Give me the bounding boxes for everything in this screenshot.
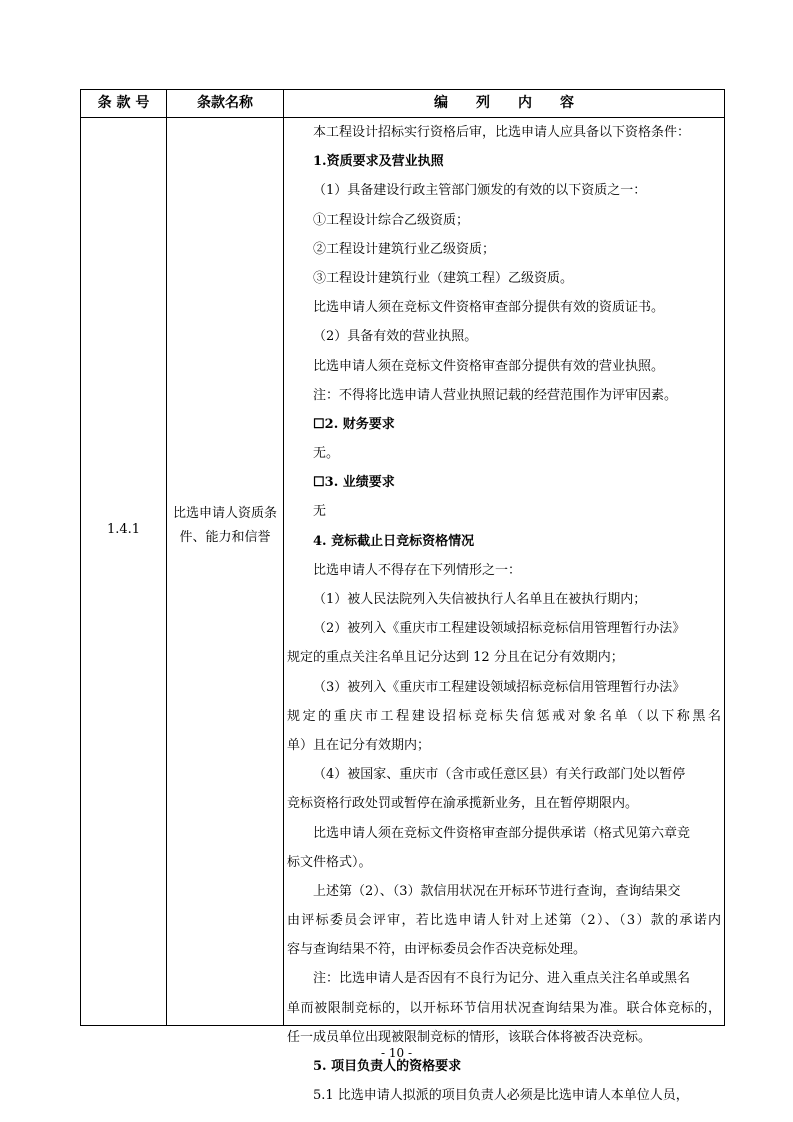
content-line: 无 <box>313 504 327 520</box>
content-line: ③工程设计建筑行业（建筑工程）乙级资质。 <box>313 270 574 286</box>
content-line: 本工程设计招标实行资格后审，比选申请人应具备以下资格条件： <box>313 125 691 140</box>
content-line: 规定的重庆市工程建设招标竞标失信惩戒对象名单（以下称黑名 <box>287 708 721 724</box>
header-clause-number: 条 款 号 <box>97 95 150 111</box>
content-line: （3）被列入《重庆市工程建设领域招标竞标信用管理暂行办法》 <box>313 679 686 695</box>
clause-name: 比选申请人资质条件、能力和信誉 <box>172 506 277 545</box>
content-line: 5. 项目负责人的资格要求 <box>313 1059 462 1074</box>
content-line: （2）具备有效的营业执照。 <box>313 329 478 345</box>
column-divider <box>283 90 284 1025</box>
content-line: 无。 <box>313 446 340 462</box>
content-line: 比选申请人须在竞标文件资格审查部分提供有效的营业执照。 <box>313 358 665 374</box>
content-line: 上述第（2）、（3）款信用状况在开标环节进行查询，查询结果交 <box>313 883 681 899</box>
clause-number: 1.4.1 <box>106 522 141 537</box>
content-line: ☐2. 财务要求 <box>313 416 395 432</box>
page-number: - 10 - <box>380 1046 412 1060</box>
content-line: 竞标资格行政处罚或暂停在渝承揽新业务，且在暂停期限内。 <box>287 796 639 812</box>
content-line: 标文件格式）。 <box>287 854 372 870</box>
clause-content <box>287 118 721 1110</box>
content-line: 单而被限制竞标的，以开标环节信用状况查询结果为准。联合体竞标的， <box>287 1000 721 1016</box>
content-line: （1）被人民法院列入失信被执行人名单且在被执行期内； <box>313 592 647 607</box>
content-line: （1）具备建设行政主管部门颁发的有效的以下资质之一： <box>313 183 647 199</box>
column-divider <box>166 90 167 1025</box>
content-line: 4. 竞标截止日竞标资格情况 <box>313 533 475 549</box>
content-line: 任一成员单位出现被限制竞标的情形，该联合体将被否决竞标。 <box>287 1029 652 1045</box>
content-line: 比选申请人不得存在下列情形之一： <box>313 562 522 578</box>
content-line: ☐3. 业绩要求 <box>313 475 395 491</box>
header-content: 编 列 内 容 <box>434 95 574 111</box>
content-line: 5.1 比选申请人拟派的项目负责人必须是比选申请人本单位人员， <box>313 1088 689 1104</box>
header-clause-name: 条款名称 <box>197 95 253 111</box>
content-line: 注：不得将比选申请人营业执照记载的经营范围作为评审因素。 <box>313 387 678 403</box>
content-line: 由评标委员会评审，若比选申请人针对上述第（2）、（3）款的承诺内 <box>287 913 721 929</box>
content-line: 容与查询结果不符，由评标委员会作否决竞标处理。 <box>287 942 587 958</box>
content-line: 单）且在记分有效期内； <box>287 737 431 753</box>
content-line: 比选申请人须在竞标文件资格审查部分提供承诺（格式见第六章竞 <box>313 825 691 841</box>
content-line: 规定的重点关注名单且记分达到 12 分且在记分有效期内； <box>287 650 624 666</box>
content-line: ②工程设计建筑行业乙级资质； <box>313 241 496 257</box>
content-line: （4）被国家、重庆市（含市或任意区县）有关行政部门处以暂停 <box>313 767 686 783</box>
content-line: ①工程设计综合乙级资质； <box>313 212 470 228</box>
content-line: 1.资质要求及营业执照 <box>313 154 444 170</box>
content-line: 比选申请人须在竞标文件资格审查部分提供有效的资质证书。 <box>313 300 665 316</box>
content-line: 注：比选申请人是否因有不良行为记分、进入重点关注名单或黑名 <box>313 971 691 987</box>
content-line: （2）被列入《重庆市工程建设领域招标竞标信用管理暂行办法》 <box>313 621 686 637</box>
